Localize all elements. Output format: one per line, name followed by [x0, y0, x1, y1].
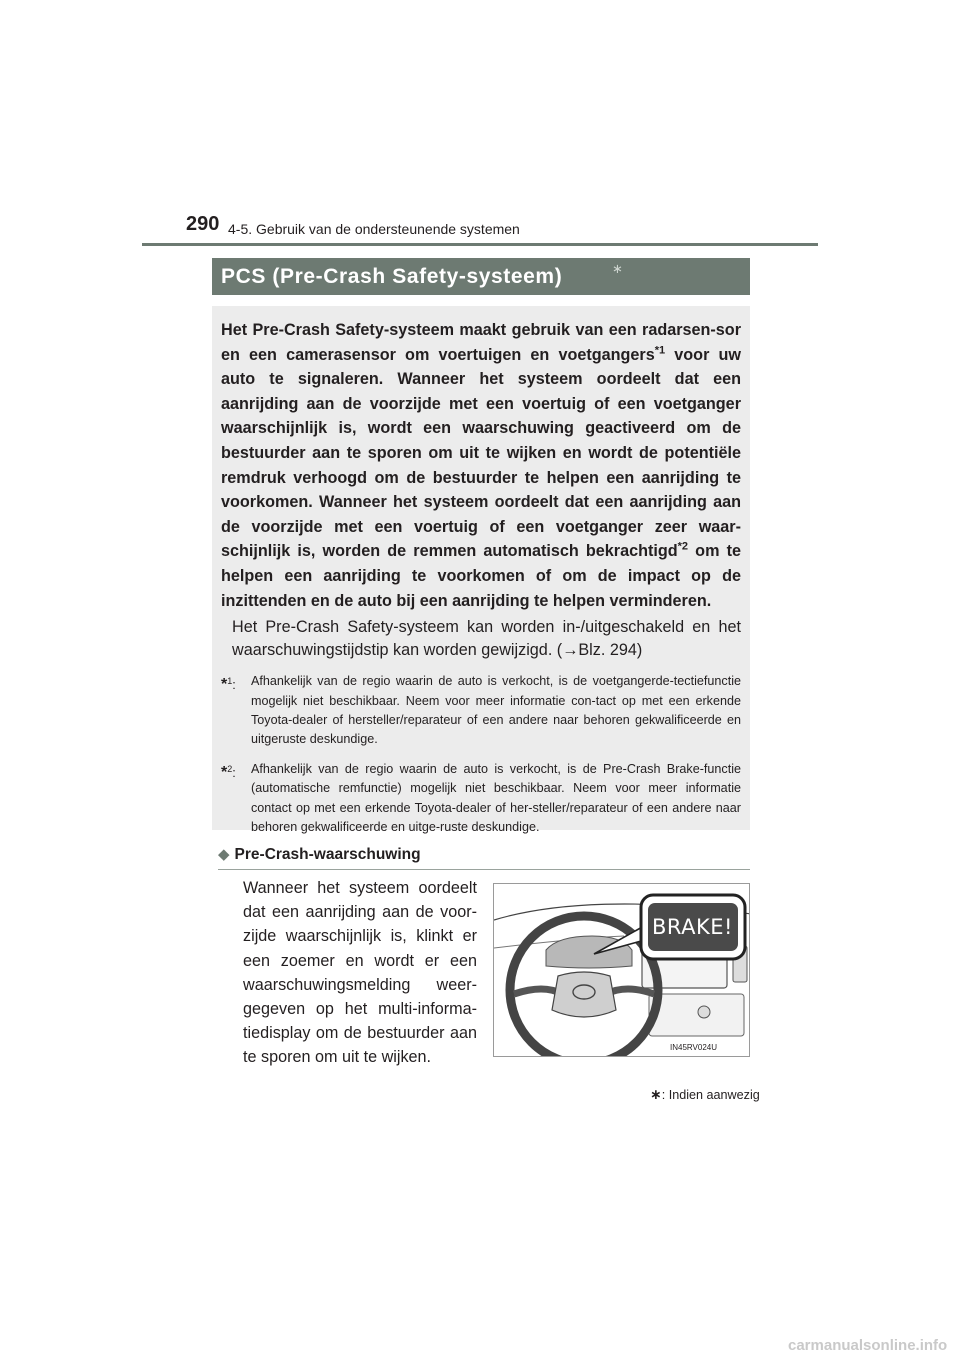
- brake-warning-message: BRAKE!: [652, 915, 733, 939]
- footnote-2-text: Afhankelijk van de regio waarin de auto is verkocht, is de Pre-Crash Brake-functie (automatische remfunctie) mogelijk niet beschikbaar. Neem voor meer informatie contact op met een erkende Toyota-dealer of her-steller/reparateur of een andere naar behoren gekwalificeerde en uitge-ruste deskundige.: [251, 761, 741, 834]
- section-title: 4-5. Gebruik van de ondersteunende systemen: [228, 221, 520, 237]
- subsection-heading-text: Pre-Crash-waarschuwing: [234, 846, 421, 863]
- availability-mark-icon: ∗: [612, 261, 623, 276]
- intro-text-part2: voor uw auto te signaleren. Wanneer het systeem oordeelt dat een aanrijding aan de voorzijde met een voertuig of een voetganger waarschijnlijk is, wordt een waarschuwing geactiveerd om de bestuurder aan te sporen om uit te wijken en wordt de potentiële remdruk verhoogd om de bestuurder te helpen een aanrijding te voorkomen. Wanneer het systeem oordeelt dat een aanrijding aan de voorzijde met een voertuig of een voetganger zeer waar-schijnlijk is, worden de remmen automatisch bekrachtigd: [221, 345, 742, 561]
- subsection-heading: [218, 845, 750, 870]
- intro-text-part1: Het Pre-Crash Safety-systeem maakt gebruik van een radarsen-sor en een camerasensor om voertuigen en voetgangers: [221, 321, 741, 364]
- title-band: [212, 258, 750, 295]
- footnote-2: [221, 760, 741, 838]
- intro-note: Het Pre-Crash Safety-systeem kan worden in-/uitgeschakeld en het waarschuwingstijdstip kan worden gewijzigd. (→Blz. 294): [232, 618, 741, 660]
- subsection-body: Wanneer het systeem oordeelt dat een aanrijding aan de voor-zijde waarschijnlijk is, klinkt er een zoemer en wordt er een waarschuwingsmelding weer-gegeven op het multi-informa-tiedisplay om de bestuurder aan te sporen om uit te wijken.: [243, 879, 477, 1067]
- intro-paragraph: [221, 318, 741, 613]
- page-number: 290: [186, 213, 220, 235]
- availability-star-icon: ∗: [650, 1086, 662, 1102]
- footnote-1-key: *$^1$:: [221, 676, 236, 694]
- page-title: PCS (Pre-Crash Safety-systeem): [221, 265, 563, 288]
- info-box: [212, 306, 750, 834]
- footnote-star-icon: *: [221, 763, 228, 781]
- intro-text-part3: om te helpen een aanrijding te voorkomen of om de impact op de inzittenden en de auto bij een aanrijding te helpen verminderen.: [221, 542, 742, 610]
- watermark: carmanualsonline.info: [788, 1337, 948, 1354]
- footnote-1-text: Afhankelijk van de regio waarin de auto is verkocht, is de voetgangerde-tectiefunctie mogelijk niet beschikbaar. Neem voor meer informatie con-tact op met een erkende Toyota-dealer of hersteller/reparateur of een andere naar behoren gekwalificeerde en uitgeruste deskundige.: [251, 674, 741, 747]
- steering-wheel-hub: [552, 972, 616, 1017]
- header-rule: [142, 243, 818, 246]
- footnote-ref-1: *1: [654, 344, 666, 357]
- footnote-ref-2: *2: [677, 540, 689, 553]
- footnote-2-key: *$^2$:: [221, 763, 236, 781]
- availability-note-text: : Indien aanwezig: [661, 1088, 760, 1102]
- footnote-1-number: 1: [227, 676, 233, 687]
- availability-note: [650, 1086, 760, 1103]
- console-panel: [649, 994, 744, 1036]
- footnote-2-number: 2: [227, 763, 233, 774]
- footnote-star-icon: *: [221, 676, 228, 694]
- console-knob: [698, 1006, 710, 1018]
- footnote-1: [221, 672, 741, 750]
- diamond-bullet-icon: ◆: [218, 846, 230, 863]
- figure-code: IN45RV024U: [670, 1043, 717, 1052]
